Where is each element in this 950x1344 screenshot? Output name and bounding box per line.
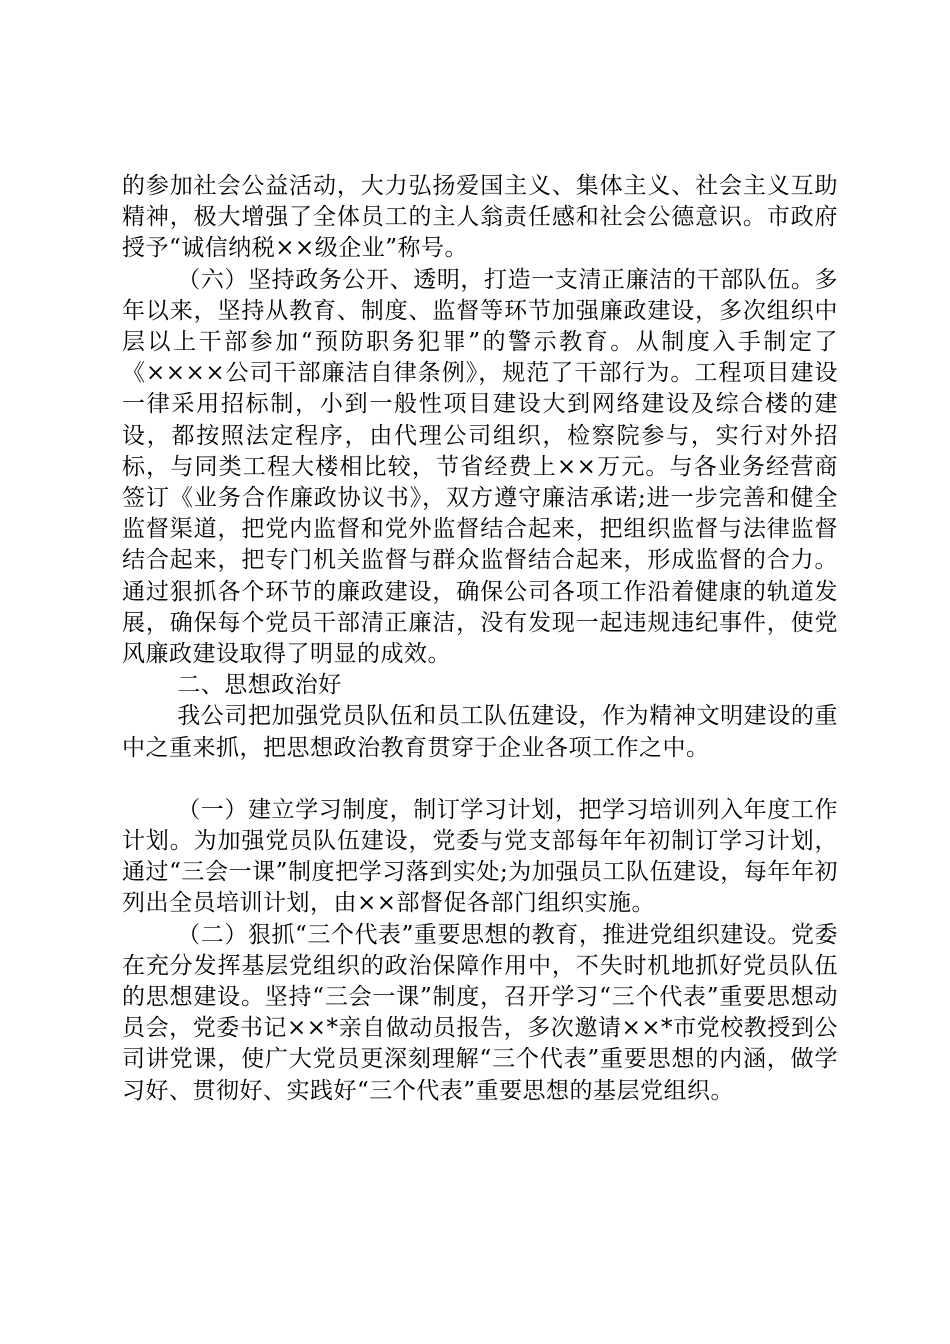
section-heading-political-thought: 二、思想政治好 (177, 672, 342, 699)
paragraph-continuation: 的参加社会公益活动，大力弘扬爱国主义、集体主义、社会主义互助精神，极大增强了全体员工的主人翁责任感和社会公德意识。市政府授予“诚信纳税××级企业”称号。 (122, 173, 838, 262)
paragraph-item-one: （一）建立学习制度，制订学习计划，把学习培训列入年度工作计划。为加强党员队伍建设，党委与党支部每年年初制订学习计划，通过“三会一课”制度把学习落到实处;为加强员工队伍建设，每年年初列出全员培训计划，由××部督促各部门组织实施。 (122, 796, 838, 917)
paragraph-intro: 我公司把加强党员队伍和员工队伍建设，作为精神文明建设的重中之重来抓，把思想政治教育贯穿于企业各项工作之中。 (122, 703, 838, 761)
paragraph-section-six: （六）坚持政务公开、透明，打造一支清正廉洁的干部队伍。多年以来，坚持从教育、制度、监督等环节加强廉政建设，多次组织中层以上干部参加“预防职务犯罪”的警示教育。从制度入手制定了《××××公司干部廉洁自律条例》，规范了干部行为。工程项目建设一律采用招标制，小到一般性项目建设大到网络建设及综合楼的建设，都按照法定程序，由代理公司组织，检察院参与，实行对外招标，与同类工程大楼相比较，节省经费上××万元。与各业务经营商签订《业务合作廉政协议书》，双方遵守廉洁承诺;进一步完善和健全监督渠道，把党内监督和党外监督结合起来，把组织监督与法律监督结合起来，把专门机关监督与群众监督结合起来，形成监督的合力。通过狠抓各个环节的廉政建设，确保公司各项工作沿着健康的轨道发展，确保每个党员干部清正廉洁，没有发现一起违规违纪事件，使党风廉政建设取得了明显的成效。 (122, 266, 838, 668)
paragraph-item-two: （二）狠抓“三个代表”重要思想的教育，推进党组织建设。党委在充分发挥基层党组织的政治保障作用中，不失时机地抓好党员队伍的思想建设。坚持“三会一课”制度，召开学习“三个代表”重要思想动员会，党委书记××*亲自做动员报告，多次邀请××*市党校教授到公司讲党课，使广大党员更深刻理解“三个代表”重要思想的内涵，做学习好、贯彻好、实践好“三个代表”重要思想的基层党组织。 (122, 921, 838, 1104)
document-body (122, 171, 838, 1107)
